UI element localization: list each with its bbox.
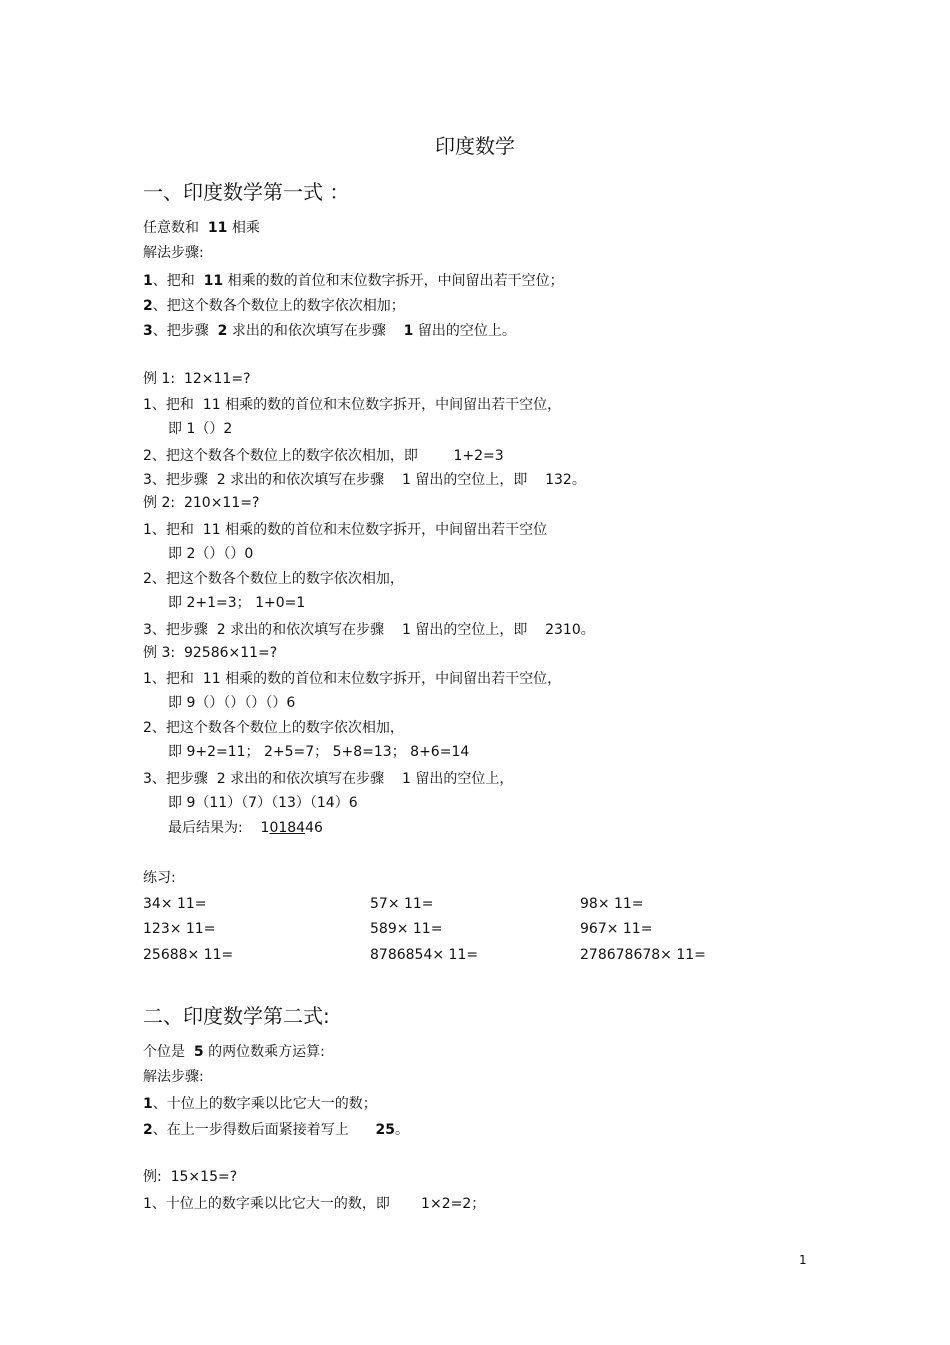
section2-intro: 个位是 5 的两位数乘方运算: [143,1044,325,1060]
practice-item: 278678678× 11= [580,947,706,963]
example-3-title: 例 3: 92586×11=? [143,645,278,661]
example-2-step-3: 3、把步骤 2 求出的和依次填写在步骤 1 留出的空位上，即 2310。 [143,622,595,638]
example-3-step-1: 1、把和 11 相乘的数的首位和末位数字拆开，中间留出若干空位， [143,671,562,687]
practice-item: 967× 11= [580,921,653,937]
example-1-step-1-detail: 即 1（）2 [168,421,233,437]
example-1-step-2: 2、把这个数各个数位上的数字依次相加，即 1+2=3 [143,448,504,464]
rule-step-3: 3、把步骤 2 求出的和依次填写在步骤 1 留出的空位上。 [143,323,516,339]
example-2-step-2: 2、把这个数各个数位上的数字依次相加， [143,571,404,587]
final-result: 最后结果为: 1018446 [168,820,323,836]
section2-steps-label: 解法步骤: [143,1069,204,1085]
section2-example-title: 例: 15×15=? [143,1169,238,1185]
example-2-step-1-detail: 即 2（）（）0 [168,546,254,562]
practice-item: 589× 11= [370,921,443,937]
example-3-step-2-detail: 即 9+2=11； 2+5=7； 5+8=13； 8+6=14 [168,744,470,760]
section1-intro: 任意数和 11 相乘 [143,220,260,236]
example-2-title: 例 2: 210×11=? [143,495,260,511]
example-1-title: 例 1: 12×11=? [143,371,251,387]
practice-item: 123× 11= [143,921,216,937]
practice-label: 练习: [143,870,176,886]
document-title: 印度数学 [435,134,515,158]
practice-item: 34× 11= [143,896,207,912]
example-3-step-1-detail: 即 9（）（）（）（）6 [168,695,296,711]
example-3-step-3-detail: 即 9（11）（7）（13）（14）6 [168,795,358,811]
example-3-step-2: 2、把这个数各个数位上的数字依次相加， [143,720,404,736]
section2-rule-step-2: 2、在上一步得数后面紧接着写上 25。 [143,1122,409,1138]
steps-label: 解法步骤: [143,245,204,261]
practice-item: 57× 11= [370,896,434,912]
section2-heading: 二、印度数学第二式: [143,1004,330,1028]
section2-example-step-1: 1、十位上的数字乘以比它大一的数，即 1×2=2； [143,1196,486,1212]
page-number: 1 [799,1253,807,1267]
practice-item: 8786854× 11= [370,947,479,963]
example-2-step-1: 1、把和 11 相乘的数的首位和末位数字拆开，中间留出若干空位 [143,522,548,538]
rule-step-2: 2、把这个数各个数位上的数字依次相加； [143,298,405,314]
example-1-step-3: 3、把步骤 2 求出的和依次填写在步骤 1 留出的空位上，即 132。 [143,472,586,488]
section2-rule-step-1: 1、十位上的数字乘以比它大一的数； [143,1096,377,1112]
section1-heading: 一、印度数学第一式 ： [143,180,350,204]
example-1-step-1: 1、把和 11 相乘的数的首位和末位数字拆开，中间留出若干空位， [143,397,562,413]
example-3-step-3: 3、把步骤 2 求出的和依次填写在步骤 1 留出的空位上， [143,771,514,787]
example-2-step-2-detail: 即 2+1=3； 1+0=1 [168,595,306,611]
rule-step-1: 1、把和 11 相乘的数的首位和末位数字拆开，中间留出若干空位； [143,273,564,289]
practice-item: 98× 11= [580,896,644,912]
practice-item: 25688× 11= [143,947,234,963]
